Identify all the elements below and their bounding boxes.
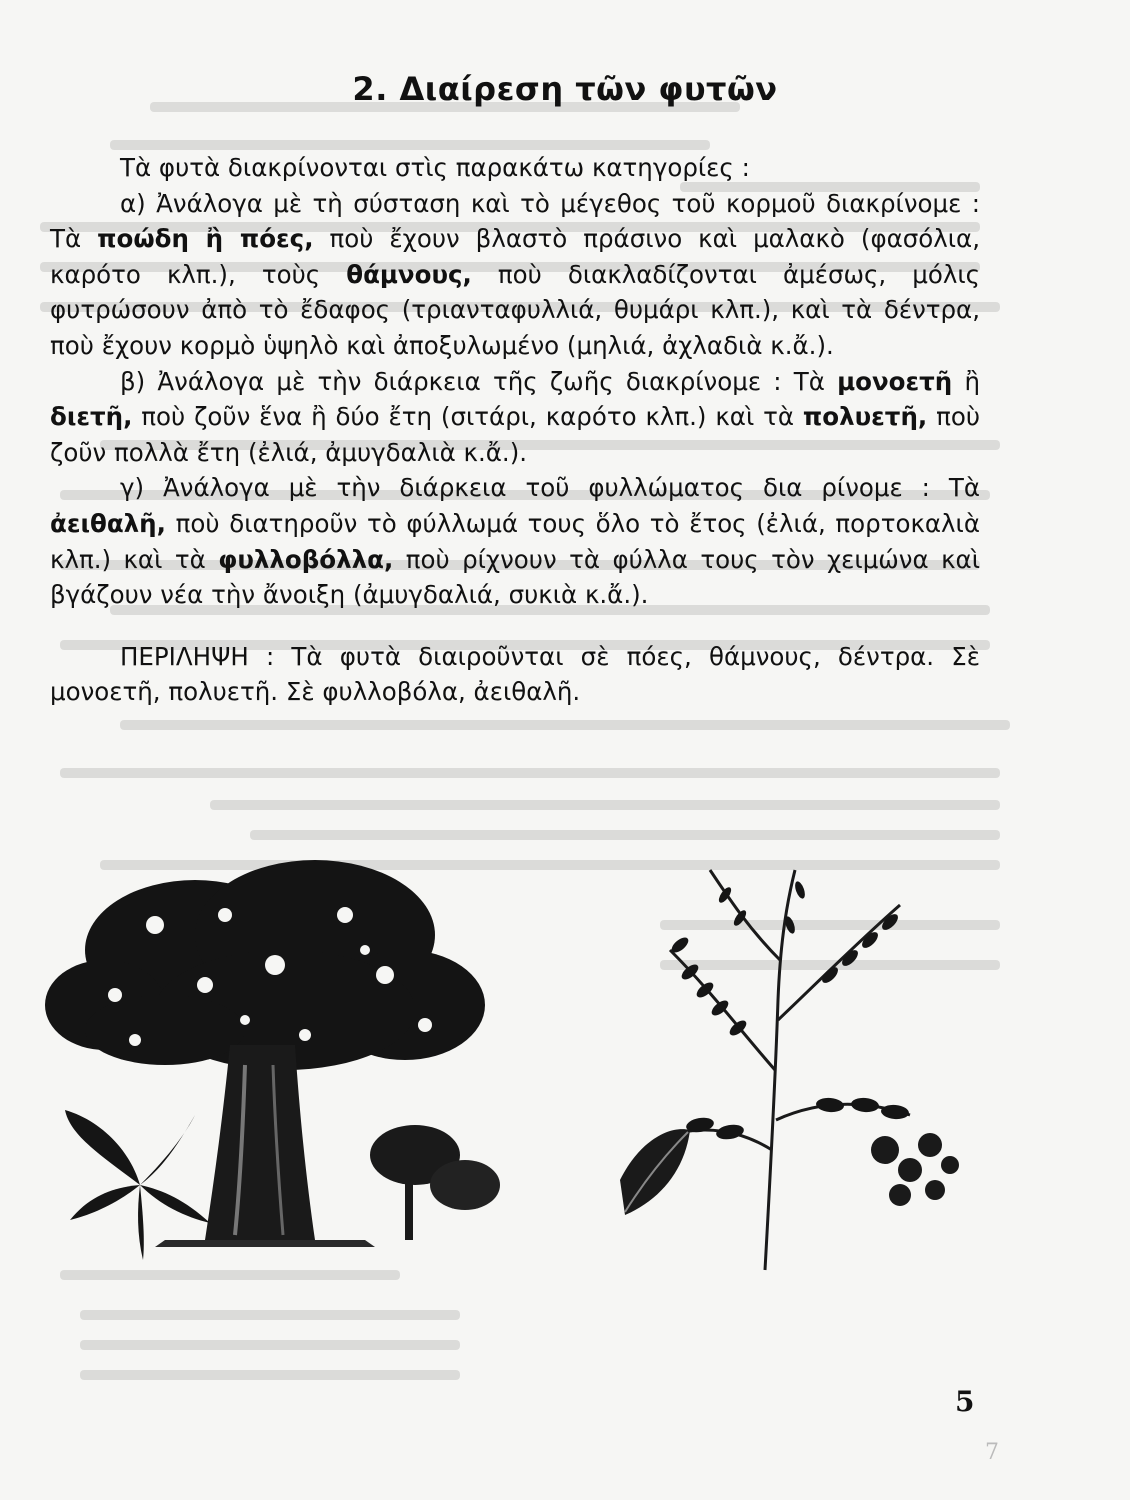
term-shrubs: θάμνους, [346,259,472,289]
baobab-tree-illustration [45,855,545,1275]
paragraph-a: α) Ἀνάλογα μὲ τὴ σύσταση καὶ τὸ μέγεθος τοῦ κορμοῦ διακρίνομε : Τὰ ποώδη ἢ πόες, ποὺ ἔχουν βλαστὸ πράσινο καὶ μαλακὸ (φασόλια, καρότο κλπ.), τοὺς θάμνους, ποὺ διακλαδίζονται ἀμέσως, μόλις φυτρώσουν ἀπὸ τὸ ἔδαφος (τριανταφυλλιά, θυμάρι κλπ.), καὶ τὰ δέντρα, ποὺ ἔχουν κορμὸ ὑψηλὸ καὶ ἀποξυλωμένο (μηλιά, ἀχλαδιὰ κ.ἄ.). [50,188,980,360]
term-herbaceous: ποώδη ἢ πόες, [97,224,314,254]
summary-paragraph: ΠΕΡΙΛΗΨΗ : Τὰ φυτὰ διαιροῦνται σὲ πόες, θάμνους, δέντρα. Σὲ μονοετῆ, πολυετῆ. Σὲ φυλλοβόλα, ἀειθαλῆ. [50,641,980,707]
term-evergreen: ἀειθαλῆ, [50,508,166,538]
paragraph-c: γ) Ἀνάλογα μὲ τὴν διάρκεια τοῦ φυλλώματος δια ρίνομε : Τὰ ἀειθαλῆ, ποὺ διατηροῦν τὸ φύλλωμά τους ὅλο τὸ ἔτος (ἐλιά, πορτοκαλιὰ κλπ.) καὶ τὰ φυλλοβόλλα, ποὺ ρίχνουν τὰ φύλλα τους τὸν χειμώνα καὶ βγάζουν νέα τὴν ἄνοιξη (ἀμυγδαλιά, συκιὰ κ.ἄ.). [50,473,980,610]
page-number: 5 [955,1385,975,1418]
leafy-branch-illustration [600,850,980,1280]
body-text [50,150,980,710]
term-deciduous: φυλλοβόλλα, [218,544,394,574]
term-biennial: διετῆ, [50,402,133,432]
intro-paragraph: Τὰ φυτὰ διακρίνονται στὶς παρακάτω κατηγορίες : [120,153,750,182]
term-perennial: πολυετῆ, [802,402,928,432]
section-title: 2. Διαίρεση τῶν φυτῶν [352,70,778,108]
paragraph-b: β) Ἀνάλογα μὲ τὴν διάρκεια τῆς ζωῆς διακρίνομε : Τὰ μονοετῆ ἢ διετῆ, ποὺ ζοῦν ἕνα ἢ δύο ἔτη (σιτάρι, καρότο κλπ.) καὶ τὰ πολυετῆ, ποὺ ζοῦν πολλὰ ἔτη (ἐλιά, ἀμυγδαλιὰ κ.ἄ.). [50,366,980,467]
term-annual: μονοετῆ [837,366,953,396]
bleed-through-page-number: 7 [985,1440,999,1465]
